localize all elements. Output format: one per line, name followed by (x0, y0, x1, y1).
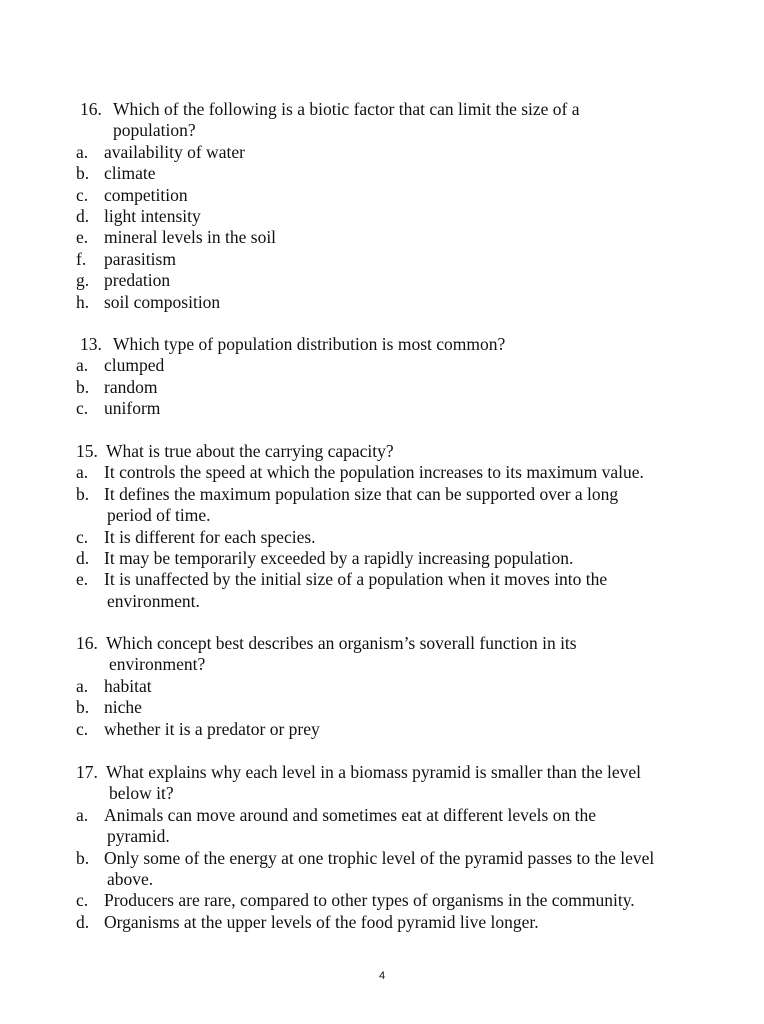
option-text-line: It is unaffected by the initial size of a population when it moves into the (104, 569, 608, 590)
question-block (76, 633, 716, 740)
option-text (104, 484, 716, 527)
option-letter: a. (76, 355, 89, 376)
answer-option (76, 142, 716, 163)
answer-option (76, 398, 716, 419)
option-letter: c. (76, 718, 89, 739)
answer-option (76, 890, 716, 911)
option-text-line: Animals can move around and sometimes eat at different levels on the (104, 804, 596, 825)
question-text-line: population? (113, 120, 196, 141)
answer-options (76, 462, 716, 612)
option-text (104, 805, 716, 848)
option-text: It controls the speed at which the population increases to its maximum value. (104, 462, 644, 483)
question-block (76, 441, 716, 612)
question-stem (76, 441, 716, 462)
option-text-line: pyramid. (107, 826, 170, 847)
answer-option (76, 377, 716, 398)
answer-options (76, 805, 716, 933)
option-letter: a. (76, 804, 89, 825)
option-text: It may be temporarily exceeded by a rapidly increasing population. (104, 548, 574, 569)
option-letter: b. (76, 376, 90, 397)
answer-option (76, 270, 716, 291)
page-number: 4 (378, 970, 386, 982)
option-letter: a. (76, 141, 89, 162)
answer-option (76, 206, 716, 227)
option-text: parasitism (104, 248, 176, 269)
question-number: 16. (76, 633, 98, 653)
answer-option (76, 185, 716, 206)
answer-option (76, 355, 716, 376)
question-text-line: Which type of population distribution is most common? (113, 334, 506, 354)
option-text-line: environment. (107, 590, 200, 611)
answer-option (76, 527, 716, 548)
answer-option (76, 462, 716, 483)
option-letter: d. (76, 548, 90, 569)
option-text (104, 848, 716, 891)
option-text-line: Only some of the energy at one trophic level of the pyramid passes to the level (104, 847, 655, 868)
answer-option (76, 548, 716, 569)
question-text-line: Which of the following is a biotic factor that can limit the size of a (113, 99, 580, 119)
option-letter: b. (76, 847, 90, 868)
answer-option (76, 848, 716, 891)
option-letter: e. (76, 569, 89, 590)
question-number: 15. (76, 441, 98, 461)
option-text: availability of water (104, 141, 245, 162)
question-number: 13. (80, 334, 102, 354)
option-letter: c. (76, 184, 89, 205)
option-letter: d. (76, 911, 90, 932)
option-letter: b. (76, 697, 90, 718)
question-text-line: What explains why each level in a biomass pyramid is smaller than the level (106, 762, 642, 782)
answer-option (76, 484, 716, 527)
option-text: random (104, 376, 158, 397)
question-text (106, 441, 716, 462)
answer-option (76, 227, 716, 248)
question-number: 16. (80, 99, 102, 119)
option-text: predation (104, 270, 171, 291)
answer-options (76, 355, 716, 419)
option-text (104, 569, 716, 612)
question-stem (76, 334, 716, 355)
option-text-line: above. (107, 869, 154, 890)
question-block (76, 334, 716, 420)
answer-option (76, 569, 716, 612)
question-text (106, 762, 716, 805)
question-stem (76, 762, 716, 805)
option-text: Producers are rare, compared to other types of organisms in the community. (104, 890, 635, 911)
question-text-line: environment? (109, 654, 206, 675)
option-letter: a. (76, 462, 89, 483)
option-text: light intensity (104, 206, 201, 227)
option-letter: f. (76, 248, 87, 269)
question-stem (76, 633, 716, 676)
option-text: Organisms at the upper levels of the food pyramid live longer. (104, 911, 539, 932)
question-block (76, 762, 716, 933)
question-stem (76, 99, 716, 142)
answer-option (76, 912, 716, 933)
option-letter: a. (76, 675, 89, 696)
answer-option (76, 163, 716, 184)
question-block (76, 99, 716, 313)
answer-option (76, 697, 716, 718)
option-text: clumped (104, 355, 165, 376)
answer-option (76, 676, 716, 697)
answer-option (76, 292, 716, 313)
answer-option (76, 805, 716, 848)
option-letter: b. (76, 163, 90, 184)
option-letter: c. (76, 398, 89, 419)
option-text-line: period of time. (107, 505, 211, 526)
question-text (113, 334, 716, 355)
option-text: habitat (104, 675, 152, 696)
option-text: It is different for each species. (104, 526, 316, 547)
question-text (106, 633, 716, 676)
question-text (113, 99, 716, 142)
question-number: 17. (76, 762, 98, 782)
option-letter: h. (76, 291, 90, 312)
question-text-line: Which concept best describes an organism’s soverall function in its (106, 633, 577, 653)
option-text: uniform (104, 398, 161, 419)
option-text: mineral levels in the soil (104, 227, 277, 248)
question-text-line: What is true about the carrying capacity? (106, 441, 394, 461)
answer-option (76, 249, 716, 270)
option-letter: c. (76, 526, 89, 547)
option-letter: d. (76, 206, 90, 227)
option-letter: c. (76, 890, 89, 911)
answer-option (76, 719, 716, 740)
option-text-line: It defines the maximum population size that can be supported over a long (104, 483, 619, 504)
option-text: climate (104, 163, 156, 184)
option-text: whether it is a predator or prey (104, 718, 320, 739)
option-letter: b. (76, 483, 90, 504)
option-letter: e. (76, 227, 89, 248)
answer-options (76, 676, 716, 740)
option-text: niche (104, 697, 142, 718)
option-letter: g. (76, 270, 90, 291)
answer-options (76, 142, 716, 313)
option-text: competition (104, 184, 188, 205)
option-text: soil composition (104, 291, 221, 312)
question-text-line: below it? (109, 783, 174, 804)
